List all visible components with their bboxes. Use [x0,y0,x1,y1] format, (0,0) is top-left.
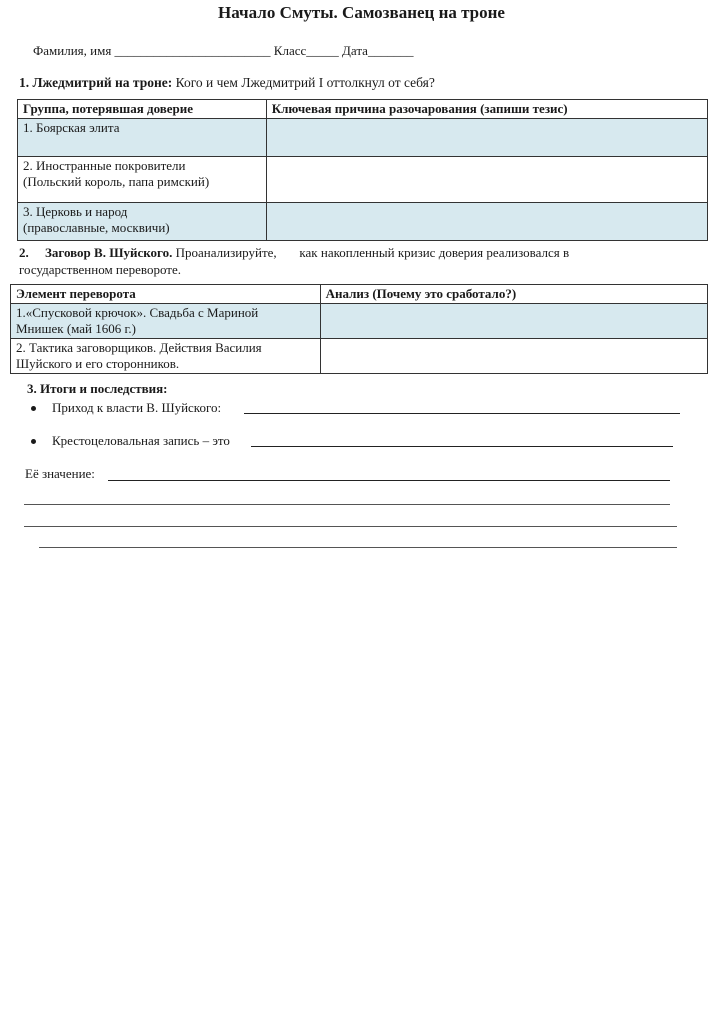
section2-title: Заговор В. Шуйского. [45,245,173,260]
group-label: 3. Церковь и народ [23,204,128,219]
answer-line-ascension[interactable] [244,413,680,414]
section3-title: 3. Итоги и последствия: [27,381,168,396]
element-sublabel: Мнишек (май 1606 г.) [16,321,136,336]
coup-element-cell [11,304,321,339]
distrust-table [17,99,708,241]
element-label: 1.«Спусковой крючок». Свадьба с Мариной [16,305,259,320]
bullet-oath-label: Крестоцеловальная запись – это [52,433,230,448]
group-label: 2. Иностранные покровители [23,158,186,173]
table-row [18,119,708,157]
distrust-table-header-row [18,100,708,119]
section2-text-line1: Проанализируйте, как накопленный кризис доверия реализовался в [172,245,570,260]
section2-text-line2: государственном перевороте. [19,262,181,277]
section1-question: Кого и чем Лжедмитрий I оттолкнул от себя? [172,75,435,90]
table-row [11,339,708,374]
coup-table-header-row [11,285,708,304]
answer-line-meaning-3[interactable] [24,526,677,527]
answer-line-meaning-1[interactable] [108,480,670,481]
coup-header-element: Элемент переворота [11,285,321,304]
answer-line-meaning-2[interactable] [24,504,670,505]
table-row [11,304,708,339]
coup-header-analysis: Анализ (Почему это сработало?) [320,285,707,304]
bullet-ascension-label: Приход к власти В. Шуйского: [52,400,222,415]
element-sublabel: Шуйского и его сторонников. [16,356,180,371]
distrust-group-cell [18,119,267,157]
distrust-header-reason: Ключевая причина разочарования (запиши тезис) [266,100,707,119]
worksheet-title: Начало Смуты. Самозванец на троне [218,3,505,22]
distrust-group-cell [18,203,267,241]
section1-heading [19,75,435,91]
student-info-line: Фамилия, имя ________________________ Класс_____ Дата_______ [33,43,414,58]
group-label: 1. Боярская элита [23,120,120,135]
group-sublabel: (Польский король, папа римский) [23,174,210,189]
table-row [18,203,708,241]
section2-number: 2. [19,245,29,260]
coup-analysis-cell[interactable] [320,304,707,339]
bullet-item-ascension [31,400,221,416]
section2-heading [19,245,569,261]
meaning-label: Её значение: [25,466,95,481]
coup-analysis-cell[interactable] [320,339,707,374]
section1-title: 1. Лжедмитрий на троне: [19,75,173,90]
distrust-group-cell [18,157,267,203]
bullet-item-oath [31,433,230,449]
answer-line-meaning-4[interactable] [39,547,677,548]
table-row [18,157,708,203]
coup-element-cell [11,339,321,374]
element-label: 2. Тактика заговорщиков. Действия Василия [16,340,262,355]
distrust-reason-cell[interactable] [266,119,707,157]
group-sublabel: (православные, москвичи) [23,220,170,235]
distrust-reason-cell[interactable] [266,203,707,241]
answer-line-oath[interactable] [251,446,673,447]
bullet-icon [31,406,36,411]
distrust-reason-cell[interactable] [266,157,707,203]
coup-table [10,284,708,374]
bullet-icon [31,439,36,444]
distrust-header-group: Группа, потерявшая доверие [18,100,267,119]
